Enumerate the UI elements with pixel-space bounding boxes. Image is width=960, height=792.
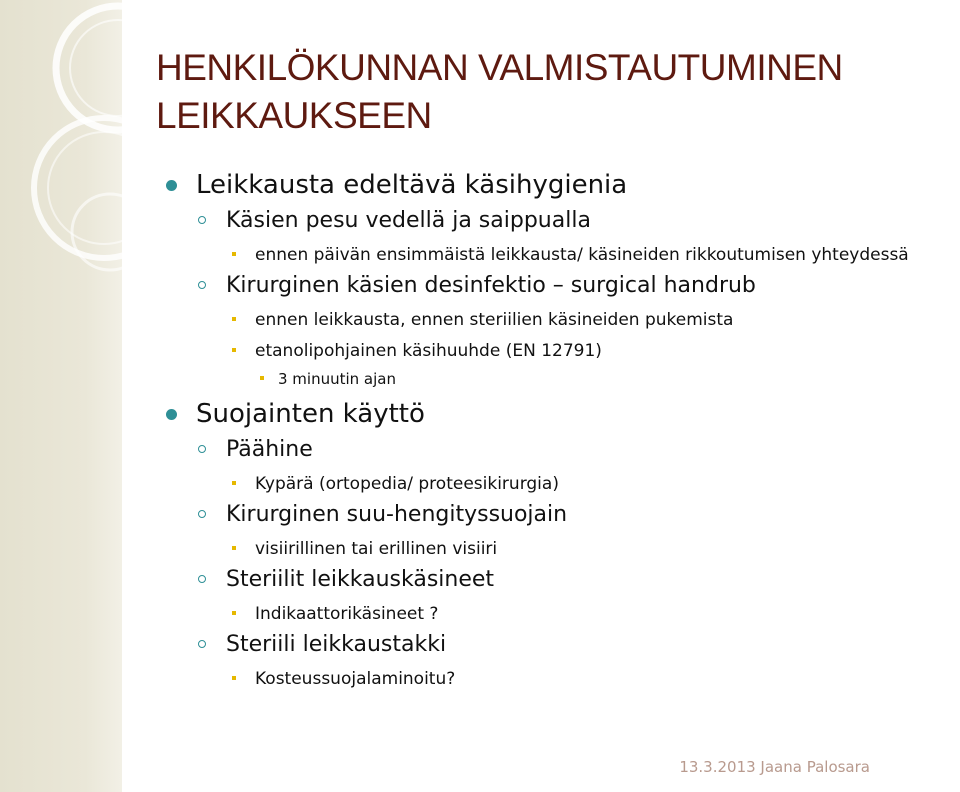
bullet-subitem	[160, 308, 960, 332]
bullet-square-icon	[232, 481, 236, 485]
bullet-content	[160, 168, 960, 691]
slide-title-line-1: HENKILÖKUNNAN VALMISTAUTUMINEN	[156, 47, 843, 88]
bullet-item-text: Päähine	[226, 437, 313, 462]
bullet-subitem-text: ennen leikkausta, ennen steriilien käsineiden pukemista	[255, 310, 734, 330]
bullet-heading-text: Suojainten käyttö	[196, 399, 425, 429]
bullet-ring-icon	[198, 445, 206, 453]
bullet-heading	[160, 168, 960, 202]
bullet-ring-icon	[198, 640, 206, 648]
bullet-item	[160, 206, 960, 236]
bullet-square-icon	[260, 376, 264, 380]
bullet-item	[160, 271, 960, 301]
bullet-item-text: Kirurginen suu-hengityssuojain	[226, 502, 568, 527]
bullet-ring-icon	[198, 510, 206, 518]
slide-footer: 13.3.2013 Jaana Palosara	[679, 758, 870, 776]
bullet-heading-text: Leikkausta edeltävä käsihygienia	[196, 170, 628, 200]
bullet-square-icon	[232, 317, 236, 321]
bullet-subitem-text: Indikaattorikäsineet ?	[255, 604, 439, 624]
bullet-subsubitem-text: 3 minuutin ajan	[278, 370, 396, 388]
bullet-subitem	[160, 339, 960, 363]
slide-title-line-2: LEIKKAUKSEEN	[156, 95, 432, 136]
bullet-subitem	[160, 667, 960, 691]
bullet-dot-icon	[166, 180, 177, 191]
slide-title	[156, 44, 936, 140]
bullet-item	[160, 500, 960, 530]
bullet-item	[160, 630, 960, 660]
bullet-subitem	[160, 472, 960, 496]
bullet-subitem-text: visiirillinen tai erillinen visiiri	[255, 539, 498, 559]
bullet-square-icon	[232, 348, 236, 352]
bullet-subitem-text: Kypärä (ortopedia/ proteesikirurgia)	[255, 474, 559, 494]
bullet-item	[160, 565, 960, 595]
bullet-ring-icon	[198, 216, 206, 224]
bullet-item-text: Steriilit leikkauskäsineet	[226, 567, 495, 592]
bullet-subitem	[160, 602, 960, 626]
bullet-dot-icon	[166, 409, 177, 420]
bullet-square-icon	[232, 546, 236, 550]
bullet-ring-icon	[198, 281, 206, 289]
bullet-square-icon	[232, 252, 236, 256]
bullet-subitem-text: Kosteussuojalaminoitu?	[255, 669, 456, 689]
bullet-subitem-text: ennen päivän ensimmäistä leikkausta/ käsineiden rikkoutumisen yhteydessä	[255, 245, 909, 265]
bullet-square-icon	[232, 611, 236, 615]
bullet-item-text: Steriili leikkaustakki	[226, 632, 447, 657]
bullet-item-text: Kirurginen käsien desinfektio – surgical handrub	[226, 273, 756, 298]
bullet-subitem	[160, 243, 960, 267]
bullet-subitem	[160, 537, 960, 561]
bullet-square-icon	[232, 676, 236, 680]
bullet-ring-icon	[198, 575, 206, 583]
bullet-heading	[160, 397, 960, 431]
bullet-subsubitem	[160, 369, 960, 389]
bullet-subitem-text: etanolipohjainen käsihuuhde (EN 12791)	[255, 341, 602, 361]
bullet-item-text: Käsien pesu vedellä ja saippualla	[226, 208, 591, 233]
bullet-item	[160, 435, 960, 465]
